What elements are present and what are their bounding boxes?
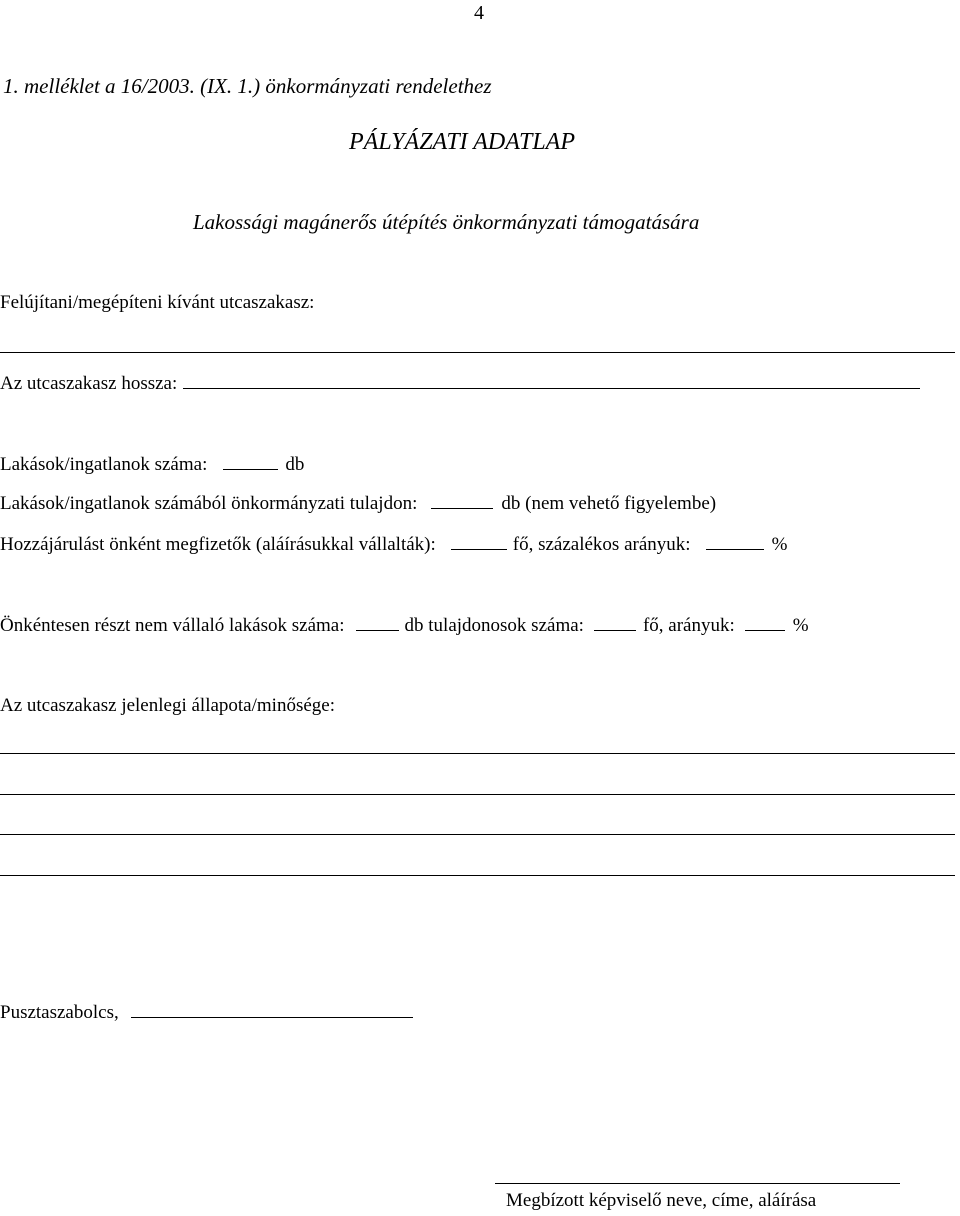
signature-caption: Megbízott képviselő neve, címe, aláírása xyxy=(506,1190,817,1211)
dwellings-count-field[interactable] xyxy=(223,468,278,470)
nonvoluntary-label: Önkéntesen részt nem vállaló lakások száma: xyxy=(0,615,345,636)
place-label: Pusztaszabolcs, xyxy=(0,1002,119,1023)
nonvoluntary-percent-sign: % xyxy=(792,615,809,636)
condition-field-line-3[interactable] xyxy=(0,834,955,835)
contribution-percent-field[interactable] xyxy=(706,548,764,550)
street-length-row xyxy=(0,374,920,393)
street-length-field[interactable] xyxy=(183,387,920,389)
signature-line[interactable] xyxy=(495,1183,900,1184)
contribution-percent-sign: % xyxy=(771,534,788,555)
nonvoluntary-count-field[interactable] xyxy=(356,629,399,631)
contribution-persons-field[interactable] xyxy=(451,548,507,550)
nonvoluntary-persons-unit: fő, arányuk: xyxy=(642,615,735,636)
street-section-field[interactable] xyxy=(0,352,955,353)
contribution-row xyxy=(0,535,787,554)
nonvoluntary-db-unit: db tulajdonosok száma: xyxy=(404,615,584,636)
dwellings-label: Lakások/ingatlanok száma: xyxy=(0,454,208,475)
municipal-count-field[interactable] xyxy=(431,507,493,509)
condition-field-line-2[interactable] xyxy=(0,794,955,795)
nonvoluntary-row xyxy=(0,616,809,635)
contribution-persons-unit: fő, százalékos arányuk: xyxy=(512,534,691,555)
annex-title: 1. melléklet a 16/2003. (IX. 1.) önkormányzati rendelethez xyxy=(3,74,492,98)
street-section-label: Felújítani/megépíteni kívánt utcaszakasz: xyxy=(0,292,315,313)
condition-label: Az utcaszakasz jelenlegi állapota/minősége: xyxy=(0,695,335,716)
municipal-unit: db (nem vehető figyelembe) xyxy=(501,493,717,514)
contribution-label: Hozzájárulást önként megfizetők (aláírásukkal vállalták): xyxy=(0,534,436,555)
owners-count-field[interactable] xyxy=(594,629,636,631)
street-length-label: Az utcaszakasz hossza: xyxy=(0,373,178,394)
nonvoluntary-percent-field[interactable] xyxy=(745,629,785,631)
municipal-label: Lakások/ingatlanok számából önkormányzati tulajdon: xyxy=(0,493,418,514)
dwellings-row xyxy=(0,455,304,474)
condition-field-line-4[interactable] xyxy=(0,875,955,876)
municipal-row xyxy=(0,494,716,513)
date-field[interactable] xyxy=(131,1016,413,1018)
place-row xyxy=(0,1003,413,1022)
condition-field-line-1[interactable] xyxy=(0,753,955,754)
form-title: PÁLYÁZATI ADATLAP xyxy=(349,129,575,155)
form-subtitle: Lakossági magánerős útépítés önkormányzati támogatására xyxy=(193,210,700,234)
dwellings-unit: db xyxy=(285,454,305,475)
page-number: 4 xyxy=(474,2,484,24)
